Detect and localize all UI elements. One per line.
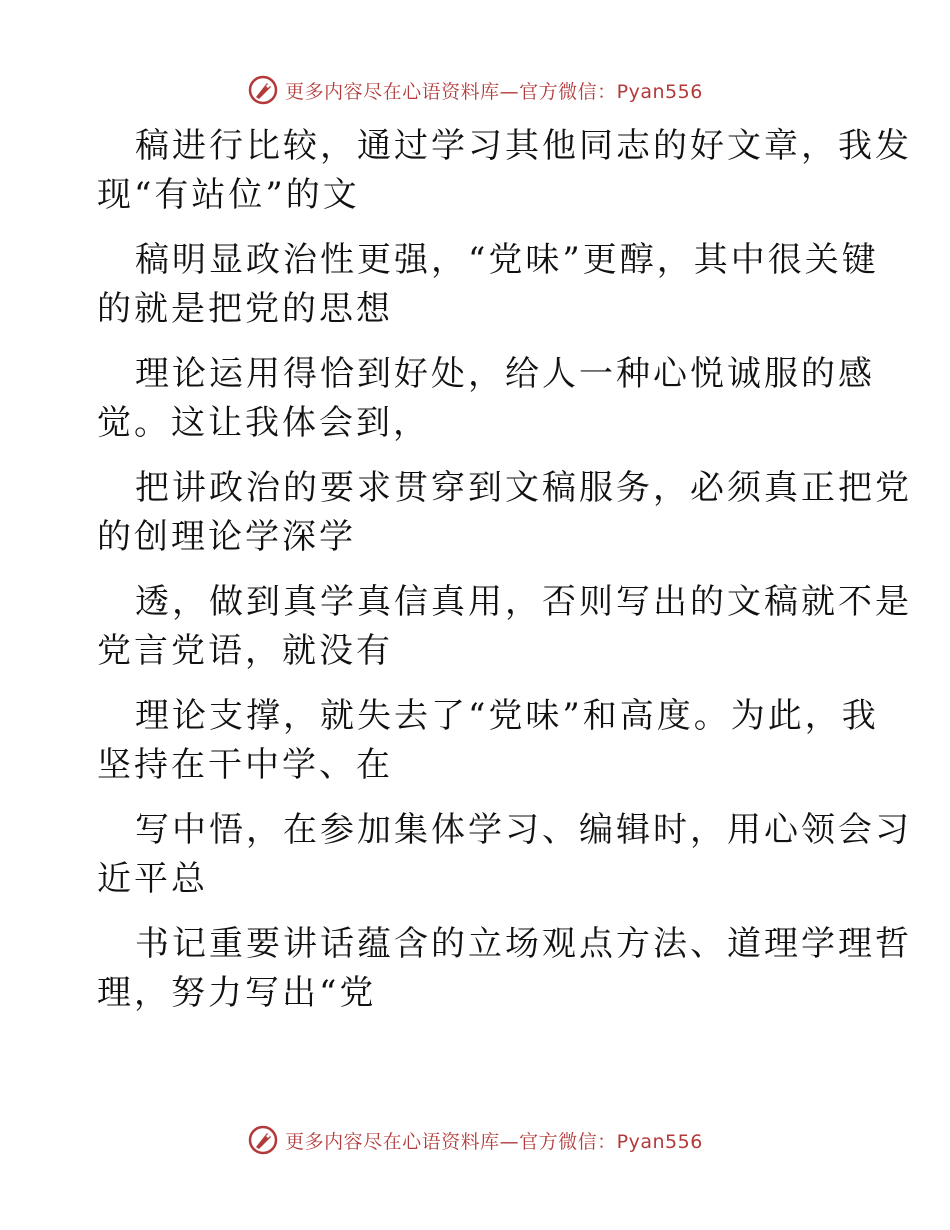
paragraph (97, 578, 912, 676)
paragraph-line: 稿明显政治性更强，“党味”更醇，其中很关键 (135, 240, 879, 280)
paragraph (97, 122, 912, 220)
paragraph-line: 的就是把党的思想 (97, 289, 393, 329)
paragraph (97, 806, 912, 904)
watermark-text: 更多内容尽在心语资料库—官方微信：Pyan556 (285, 1130, 703, 1153)
paragraph-line: 理，努力写出“党 (97, 973, 377, 1013)
paragraph-line: 理论支撑，就失去了“党味”和高度。为此，我 (135, 696, 879, 736)
pen-nib-logo-icon (247, 74, 279, 106)
paragraph-line: 党言党语，就没有 (97, 631, 393, 671)
paragraph-line: 近平总 (97, 859, 208, 899)
footer-watermark (0, 1120, 950, 1160)
paragraph-line: 透，做到真学真信真用，否则写出的文稿就不是 (135, 582, 912, 622)
paragraph (97, 350, 875, 448)
paragraph (97, 236, 879, 334)
pen-nib-logo-icon (247, 1124, 279, 1156)
paragraph-line: 的创理论学深学 (97, 517, 356, 557)
document-body (97, 122, 912, 1034)
watermark-text: 更多内容尽在心语资料库—官方微信：Pyan556 (285, 80, 703, 103)
paragraph-line: 写中悟，在参加集体学习、编辑时，用心领会习 (135, 810, 912, 850)
paragraph-line: 稿进行比较，通过学习其他同志的好文章，我发 (135, 126, 912, 166)
paragraph (97, 920, 912, 1018)
paragraph-line: 把讲政治的要求贯穿到文稿服务，必须真正把党 (135, 468, 912, 508)
paragraph-line: 书记重要讲话蕴含的立场观点方法、道理学理哲 (135, 924, 912, 964)
paragraph (97, 464, 912, 562)
paragraph-line: 觉。这让我体会到， (97, 403, 430, 443)
paragraph-line: 坚持在干中学、在 (97, 745, 393, 785)
paragraph-line: 理论运用得恰到好处，给人一种心悦诚服的感 (135, 354, 875, 394)
paragraph (97, 692, 879, 790)
paragraph-line: 现“有站位”的文 (97, 175, 360, 215)
header-watermark (0, 70, 950, 110)
